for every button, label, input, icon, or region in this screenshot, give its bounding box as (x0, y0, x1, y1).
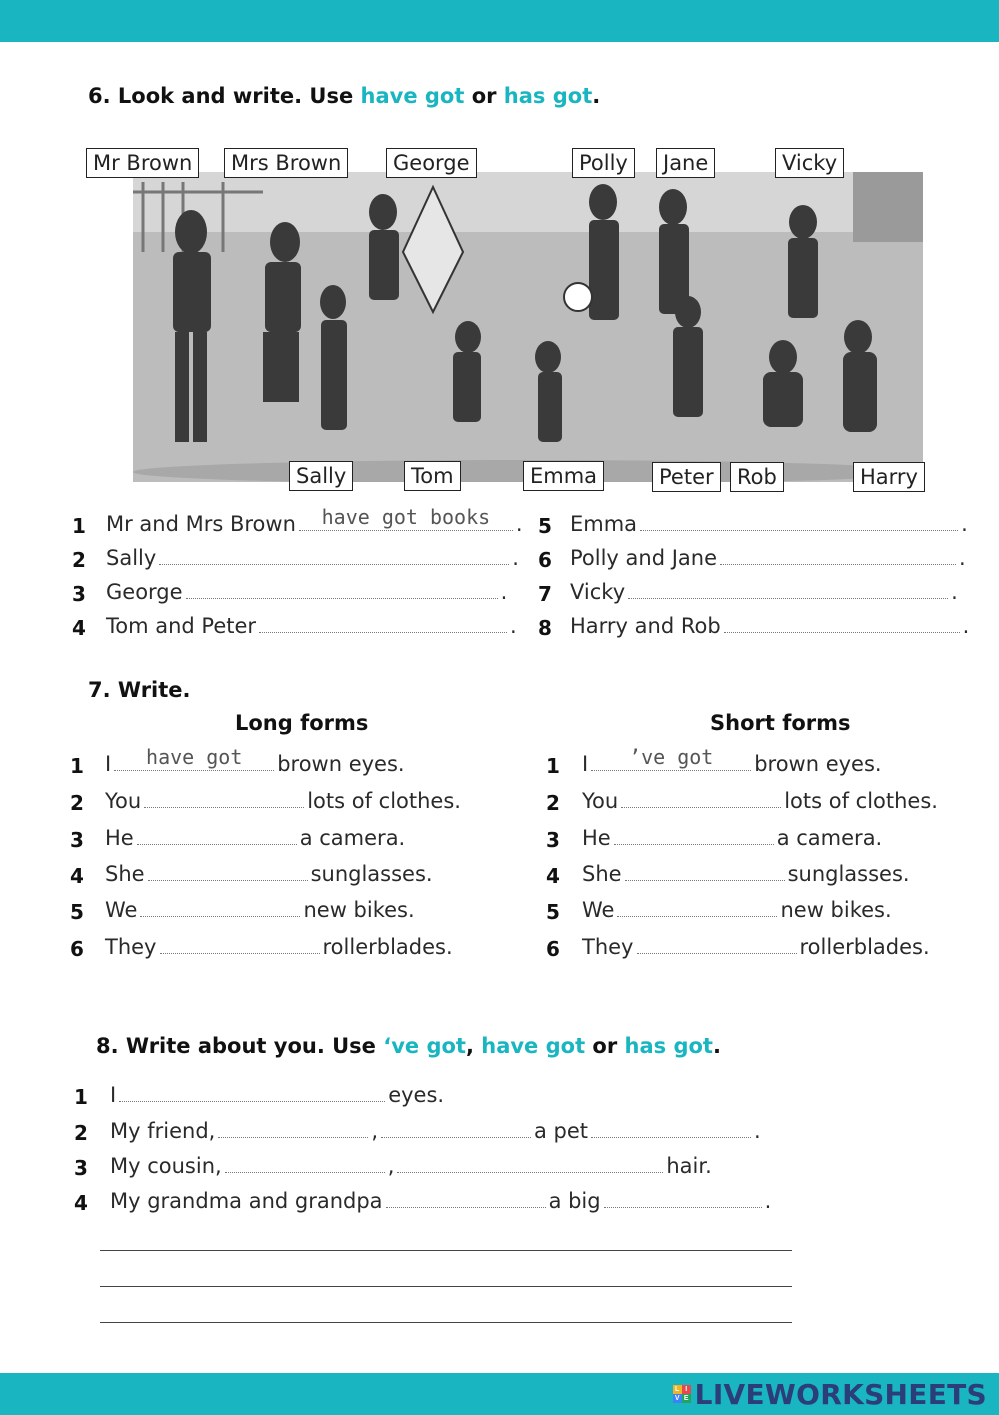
answer-field[interactable]: have got (114, 753, 274, 771)
answer-field[interactable] (604, 1190, 762, 1208)
long-form-item: You lots of clothes. (105, 789, 461, 813)
label-emma: Emma (523, 461, 604, 491)
ex6-item-number: 6 (538, 548, 552, 572)
ex8-item: My friend, , a pet . (110, 1119, 761, 1143)
answer-field[interactable] (381, 1120, 531, 1138)
ex6-item-number: 8 (538, 616, 552, 640)
short-item-number: 6 (546, 937, 560, 961)
answer-field[interactable] (640, 513, 958, 531)
answer-field[interactable] (137, 827, 297, 845)
answer-field[interactable] (218, 1120, 368, 1138)
liveworksheets-logo[interactable] (673, 1376, 987, 1412)
answer-field[interactable] (144, 790, 304, 808)
short-form-item: She sunglasses. (582, 862, 910, 886)
illustration-drawing (133, 172, 923, 482)
short-form-item: He a camera. (582, 826, 883, 850)
label-polly: Polly (572, 148, 635, 178)
ex6-item-number: 2 (72, 548, 86, 572)
long-form-item: I have got brown eyes. (105, 745, 405, 776)
ex6-item: George . (106, 580, 508, 604)
short-item-number: 4 (546, 864, 560, 888)
people-illustration (133, 172, 923, 482)
answer-field[interactable] (628, 581, 948, 599)
label-tom: Tom (404, 461, 461, 491)
answer-field[interactable]: ’ve got (591, 753, 751, 771)
liveworksheets-wordmark: LIVEWORKSHEETS (694, 1377, 987, 1411)
ex6-item: Mr and Mrs Brown have got books . (106, 505, 523, 536)
ex6-item-number: 4 (72, 616, 86, 640)
ex6-item: Emma . (570, 512, 968, 536)
label-harry: Harry (853, 462, 925, 492)
answer-field[interactable] (148, 863, 308, 881)
answer-field[interactable] (259, 615, 507, 633)
answer-field[interactable] (637, 936, 797, 954)
label-mr-brown: Mr Brown (86, 148, 199, 178)
label-peter: Peter (652, 462, 721, 492)
exercise-6-title: 6. Look and write. Use have got or has got. (88, 84, 601, 108)
top-banner (0, 0, 999, 42)
exercise-8-title: 8. Write about you. Use ‘ve got, have got or has got. (96, 1034, 721, 1058)
ex6-item: Tom and Peter . (106, 614, 517, 638)
long-item-number: 4 (70, 864, 84, 888)
answer-field[interactable] (225, 1155, 385, 1173)
ex8-item-number: 1 (74, 1085, 88, 1109)
ex6-item: Polly and Jane . (570, 546, 966, 570)
answer-field[interactable] (186, 581, 498, 599)
ex6-item-number: 5 (538, 514, 552, 538)
short-forms-heading: Short forms (710, 711, 851, 735)
ex8-item: My grandma and grandpa a big . (110, 1189, 772, 1213)
short-form-item: We new bikes. (582, 898, 892, 922)
label-vicky: Vicky (775, 148, 844, 178)
long-item-number: 3 (70, 828, 84, 852)
answer-field[interactable] (140, 899, 300, 917)
long-item-number: 2 (70, 791, 84, 815)
label-george: George (386, 148, 477, 178)
answer-field[interactable] (160, 936, 320, 954)
ex6-item-number: 3 (72, 582, 86, 606)
short-item-number: 2 (546, 791, 560, 815)
long-form-item: He a camera. (105, 826, 406, 850)
short-item-number: 5 (546, 900, 560, 924)
ex8-item: My cousin, , hair. (110, 1154, 712, 1178)
short-item-number: 3 (546, 828, 560, 852)
answer-field[interactable] (621, 790, 781, 808)
ex8-item: I eyes. (110, 1083, 445, 1107)
ex6-item: Vicky . (570, 580, 958, 604)
short-form-item: They rollerblades. (582, 935, 930, 959)
answer-field[interactable]: have got books (299, 513, 513, 531)
short-item-number: 1 (546, 754, 560, 778)
exercise-7-title: 7. Write. (88, 678, 191, 702)
long-item-number: 6 (70, 937, 84, 961)
ex6-item: Sally . (106, 546, 519, 570)
answer-field[interactable] (614, 827, 774, 845)
answer-field[interactable] (625, 863, 785, 881)
label-sally: Sally (289, 461, 353, 491)
answer-field[interactable] (119, 1084, 385, 1102)
writing-line[interactable] (100, 1286, 792, 1287)
ex6-item: Harry and Rob . (570, 614, 970, 638)
answer-field[interactable] (386, 1190, 546, 1208)
answer-field[interactable] (617, 899, 777, 917)
ex8-item-number: 2 (74, 1121, 88, 1145)
ex6-item-number: 7 (538, 582, 552, 606)
long-forms-heading: Long forms (235, 711, 369, 735)
ex8-item-number: 4 (74, 1191, 88, 1215)
label-mrs-brown: Mrs Brown (224, 148, 348, 178)
short-form-item: You lots of clothes. (582, 789, 938, 813)
long-form-item: We new bikes. (105, 898, 415, 922)
writing-line[interactable] (100, 1322, 792, 1323)
answer-field[interactable] (159, 547, 509, 565)
long-form-item: They rollerblades. (105, 935, 453, 959)
label-jane: Jane (656, 148, 715, 178)
ex8-item-number: 3 (74, 1156, 88, 1180)
ex6-item-number: 1 (72, 514, 86, 538)
answer-field[interactable] (397, 1155, 663, 1173)
liveworksheets-logo-icon: L I V E (673, 1385, 691, 1403)
short-form-item: I ’ve got brown eyes. (582, 745, 882, 776)
answer-field[interactable] (720, 547, 956, 565)
long-form-item: She sunglasses. (105, 862, 433, 886)
long-item-number: 5 (70, 900, 84, 924)
writing-line[interactable] (100, 1250, 792, 1251)
answer-field[interactable] (724, 615, 960, 633)
answer-field[interactable] (591, 1120, 751, 1138)
label-rob: Rob (730, 462, 784, 492)
long-item-number: 1 (70, 754, 84, 778)
